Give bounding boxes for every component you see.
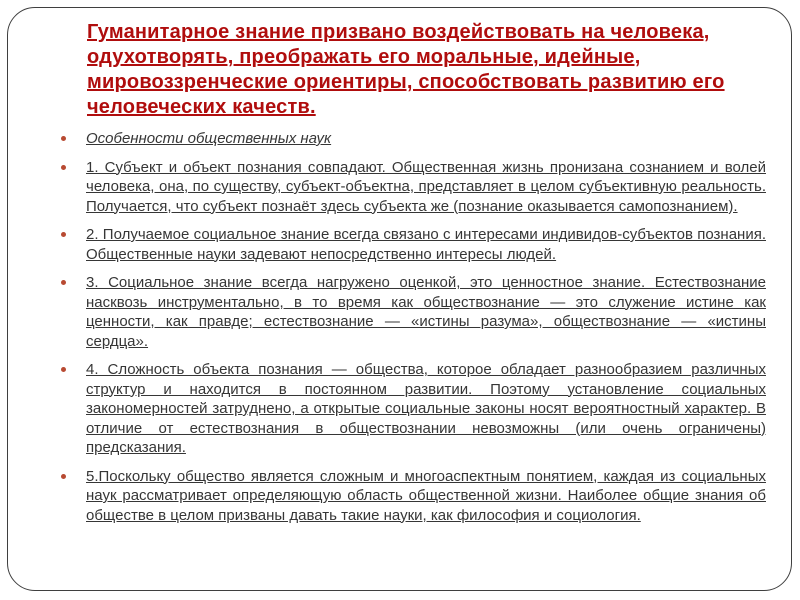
bullet-text: 3. Социальное знание всегда нагружено оценкой, это ценностное знание. Естествознание насквозь инструментально, в то время как обществознание — это служение истине как ценности, как правде; естествознание — «истины разума», обществознание — «истины сердца». (86, 274, 766, 350)
bullet-icon (61, 165, 66, 170)
bullet-text: 4. Сложность объекта познания — общества, которое обладает разнообразием различных структур и находится в постоянном развитии. Поэтому установление социальных закономерностей затруднено, а открытые социальные законы носят вероятностный характер. В отличие от естествознания в обществознании невозможны (или очень ограничены) предсказания. (86, 361, 766, 456)
bullet-text: 1. Субъект и объект познания совпадают. Общественная жизнь пронизана сознанием и волей человека, она, по существу, субъект-объектна, представляет в целом субъективную реальность. Получается, что субъект познаёт здесь субъекта же (познание оказывается самопознанием). (86, 158, 766, 215)
bullet-icon (61, 367, 66, 372)
slide-title (87, 20, 763, 120)
bullet-text: Особенности общественных наук (86, 130, 332, 147)
list-item (86, 360, 766, 458)
slide-title-line: Гуманитарное знание призвано воздействовать на человека, (87, 21, 710, 43)
list-item (86, 129, 766, 149)
slide-title-line: мировоззренческие ориентиры, способствовать развитию его (87, 71, 725, 93)
bullet-icon (61, 232, 66, 237)
list-item (86, 225, 766, 264)
bullet-text: 5.Поскольку общество является сложным и многоаспектным понятием, каждая из социальных наук рассматривает определяющую область общественной жизни. Наиболее общие знания об обществе в целом призваны давать такие науки, как философия и социология. (86, 467, 766, 524)
list-item (86, 467, 766, 526)
bullet-icon (61, 136, 66, 141)
slide-title-line: человеческих качеств. (87, 96, 316, 118)
list-item (86, 158, 766, 217)
slide-title-line: одухотворять, преображать его моральные, идейные, (87, 46, 641, 68)
bullet-list (86, 129, 766, 534)
bullet-icon (61, 280, 66, 285)
bullet-text: 2. Получаемое социальное знание всегда связано с интересами индивидов-субъектов познания. Общественные науки задевают непосредственно интересы людей. (86, 226, 766, 263)
bullet-icon (61, 474, 66, 479)
list-item (86, 273, 766, 351)
